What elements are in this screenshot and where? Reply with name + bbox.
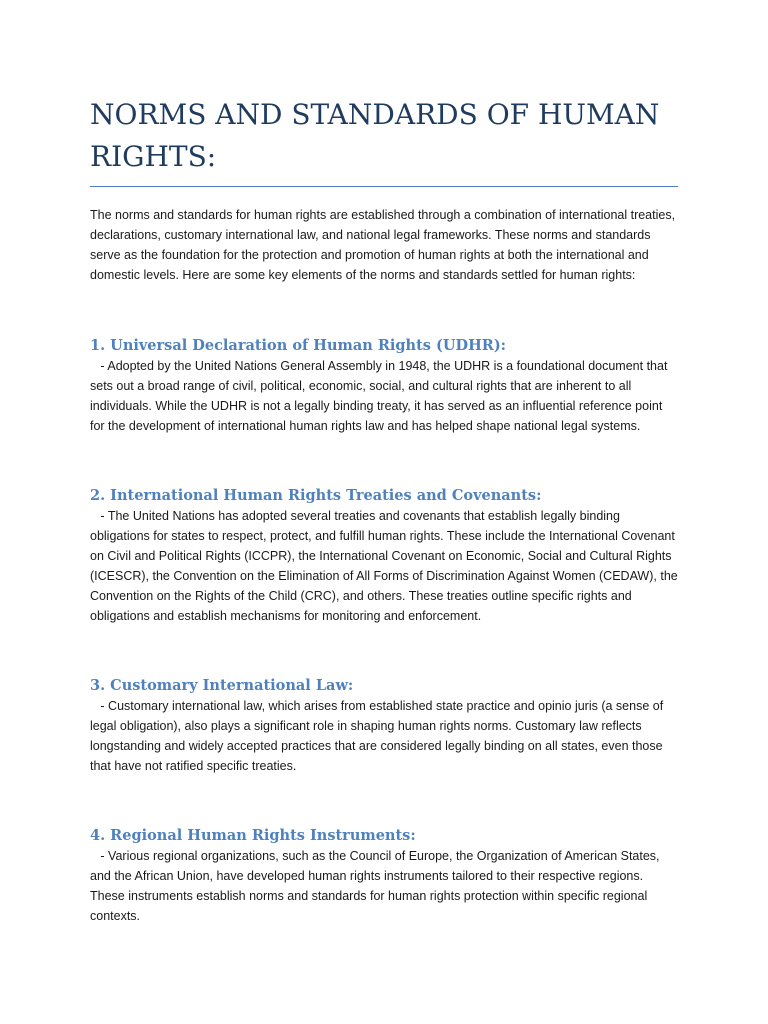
section-body: - The United Nations has adopted several treaties and covenants that establish legally binding obligations for states to respect, protect, and fulfill human rights. These include the International Covenant on Civil and Political Rights (ICCPR), the International Covenant on Economic, Social and Cultural Rights (ICESCR), the Convention on the Elimination of All Forms of Discrimination Against Women (CEDAW), the Convention on the Rights of the Child (CRC), and others. These treaties outline specific rights and obligations and establish mechanisms for monitoring and enforcement. bbox=[90, 509, 678, 623]
section-treaties bbox=[90, 486, 678, 626]
section-regional bbox=[90, 826, 678, 926]
intro-paragraph: The norms and standards for human rights are established through a combination of international treaties, declarations, customary international law, and national legal frameworks. These norms and standards serve as the foundation for the protection and promotion of human rights at both the international and domestic levels. Here are some key elements of the norms and standards settled for human rights: bbox=[90, 208, 676, 282]
section-body: - Various regional organizations, such as the Council of Europe, the Organization of American States, and the African Union, have developed human rights instruments tailored to their respective regions. These instruments establish norms and standards for human rights protection within specific regional contexts. bbox=[90, 849, 660, 923]
section-heading: 4. Regional Human Rights Instruments: bbox=[90, 827, 416, 844]
section-customary-law bbox=[90, 676, 678, 776]
section-udhr bbox=[90, 336, 678, 436]
section-body: - Customary international law, which arises from established state practice and opinio juris (a sense of legal obligation), also plays a significant role in shaping human rights norms. Customary law reflects longstanding and widely accepted practices that are considered legally binding on all states, even those that have not ratified specific treaties. bbox=[90, 699, 664, 773]
section-heading: 3. Customary International Law: bbox=[90, 677, 354, 694]
section-heading: 1. Universal Declaration of Human Rights (UDHR): bbox=[90, 337, 507, 354]
section-heading: 2. International Human Rights Treaties and Covenants: bbox=[90, 487, 542, 504]
section-body: - Adopted by the United Nations General Assembly in 1948, the UDHR is a foundational document that sets out a broad range of civil, political, economic, social, and cultural rights that are inherent to all individuals. While the UDHR is not a legally binding treaty, it has served as an influential reference point for the development of international human rights law and has helped shape national legal systems. bbox=[90, 359, 668, 433]
document-title: NORMS AND STANDARDS OF HUMAN RIGHTS: bbox=[90, 94, 678, 187]
